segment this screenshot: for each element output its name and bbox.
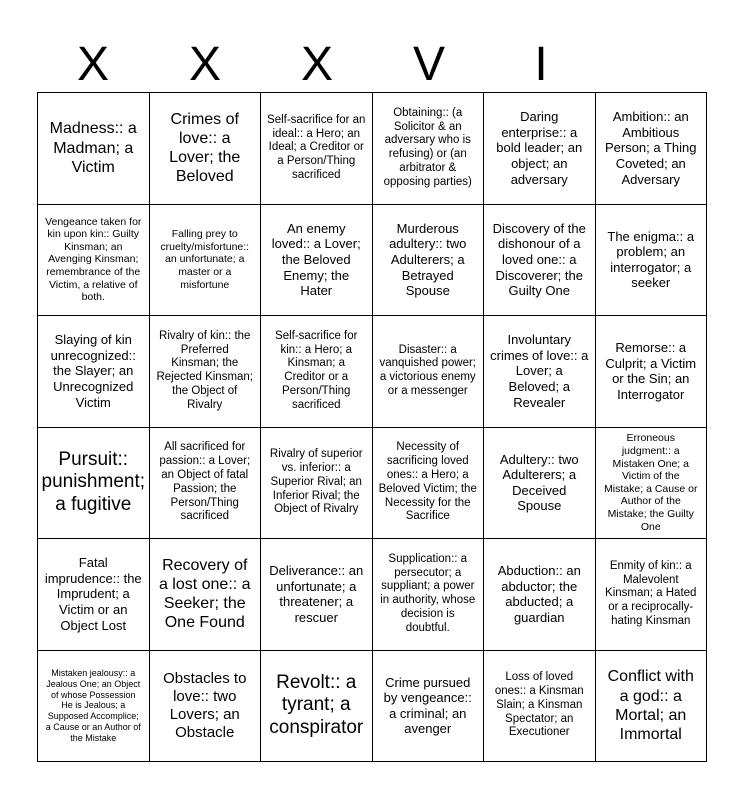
title-letter: I	[534, 37, 548, 91]
bingo-cell[interactable]: An enemy loved:: a Lover; the Beloved Enemy; the Hater	[261, 205, 373, 317]
bingo-cell[interactable]: The enigma:: a problem; an interrogator; a seeker	[596, 205, 708, 317]
bingo-cell[interactable]: Slaying of kin unrecognized:: the Slayer; an Unrecognized Victim	[38, 316, 150, 428]
bingo-cell[interactable]: Crime pursued by vengeance:: a criminal; an avenger	[373, 651, 485, 763]
bingo-cell[interactable]: Murderous adultery:: two Adulterers; a Betrayed Spouse	[373, 205, 485, 317]
bingo-cell[interactable]: Discovery of the dishonour of a loved one:: a Discoverer; the Guilty One	[484, 205, 596, 317]
bingo-cell[interactable]: Deliverance:: an unfortunate; a threatener; a rescuer	[261, 539, 373, 651]
bingo-cell[interactable]: Remorse:: a Culprit; a Victim or the Sin; an Interrogator	[596, 316, 708, 428]
bingo-cell[interactable]: Fatal imprudence:: the Imprudent; a Victim or an Object Lost	[38, 539, 150, 651]
bingo-cell[interactable]: Rivalry of kin:: the Preferred Kinsman; the Rejected Kinsman; the Object of Rivalry	[150, 316, 262, 428]
card-title	[37, 34, 707, 94]
bingo-cell[interactable]: Daring enterprise:: a bold leader; an object; an adversary	[484, 93, 596, 205]
bingo-cell[interactable]: Falling prey to cruelty/misfortune:: an unfortunate; a master or a misfortune	[150, 205, 262, 317]
bingo-cell[interactable]: Recovery of a lost one:: a Seeker; the One Found	[150, 539, 262, 651]
bingo-cell[interactable]: Adultery:: two Adulterers; a Deceived Spouse	[484, 428, 596, 540]
bingo-cell[interactable]: Pursuit:: punishment; a fugitive	[38, 428, 150, 540]
bingo-cell[interactable]: Self-sacrifice for an ideal:: a Hero; an Ideal; a Creditor or a Person/Thing sacrificed	[261, 93, 373, 205]
title-letter: X	[188, 37, 221, 91]
bingo-cell[interactable]: Ambition:: an Ambitious Person; a Thing Coveted; an Adversary	[596, 93, 708, 205]
bingo-cell[interactable]: Loss of loved ones:: a Kinsman Slain; a Kinsman Spectator; an Executioner	[484, 651, 596, 763]
bingo-cell[interactable]: Conflict with a god:: a Mortal; an Immortal	[596, 651, 708, 763]
title-letter: V	[412, 37, 445, 91]
title-letter	[597, 34, 709, 94]
bingo-cell[interactable]: Rivalry of superior vs. inferior:: a Superior Rival; an Inferior Rival; the Object of Rivalry	[261, 428, 373, 540]
bingo-cell[interactable]: Enmity of kin:: a Malevolent Kinsman; a Hated or a reciprocally-hating Kinsman	[596, 539, 708, 651]
bingo-cell[interactable]: Crimes of love:: a Lover; the Beloved	[150, 93, 262, 205]
bingo-cell[interactable]: Disaster:: a vanquished power; a victorious enemy or a messenger	[373, 316, 485, 428]
title-letter: X	[76, 37, 109, 91]
title-letter: X	[300, 37, 333, 91]
bingo-cell[interactable]: Self-sacrifice for kin:: a Hero; a Kinsman; a Creditor or a Person/Thing sacrificed	[261, 316, 373, 428]
bingo-cell[interactable]: Involuntary crimes of love:: a Lover; a Beloved; a Revealer	[484, 316, 596, 428]
bingo-grid	[37, 92, 707, 762]
bingo-cell[interactable]: Mistaken jealousy:: a Jealous One; an Object of whose Possession He is Jealous; a Supposed Accomplice; a Cause or an Author of the Mistake	[38, 651, 150, 763]
bingo-cell[interactable]: Abduction:: an abductor; the abducted; a guardian	[484, 539, 596, 651]
bingo-cell[interactable]: Necessity of sacrificing loved ones:: a Hero; a Beloved Victim; the Necessity for the Sacrifice	[373, 428, 485, 540]
bingo-cell[interactable]: All sacrificed for passion:: a Lover; an Object of fatal Passion; the Person/Thing sacrificed	[150, 428, 262, 540]
bingo-cell[interactable]: Erroneous judgment:: a Mistaken One; a Victim of the Mistake; a Cause or Author of the Mistake; the Guilty One	[596, 428, 708, 540]
bingo-cell[interactable]: Revolt:: a tyrant; a conspirator	[261, 651, 373, 763]
bingo-cell[interactable]: Vengeance taken for kin upon kin:: Guilty Kinsman; an Avenging Kinsman; remembrance of the Victim, a relative of both.	[38, 205, 150, 317]
bingo-cell[interactable]: Obstacles to love:: two Lovers; an Obstacle	[150, 651, 262, 763]
bingo-cell[interactable]: Supplication:: a persecutor; a suppliant; a power in authority, whose decision is doubtful.	[373, 539, 485, 651]
bingo-cell[interactable]: Madness:: a Madman; a Victim	[38, 93, 150, 205]
bingo-cell[interactable]: Obtaining:: (a Solicitor & an adversary who is refusing) or (an arbitrator & opposing parties)	[373, 93, 485, 205]
